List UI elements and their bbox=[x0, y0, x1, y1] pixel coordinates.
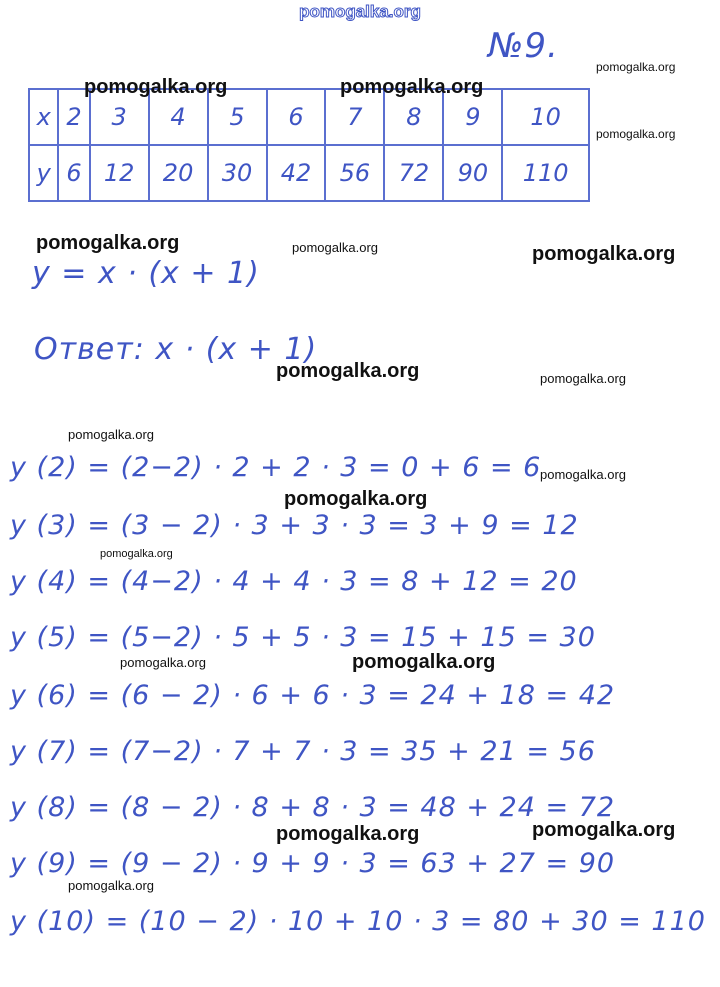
equation-line: y (7) = (7−2) · 7 + 7 · 3 = 35 + 21 = 56 bbox=[10, 736, 596, 767]
table-cell: 42 bbox=[267, 145, 326, 201]
watermark: pomogalka.org bbox=[36, 232, 180, 254]
table-cell: 8 bbox=[384, 89, 443, 145]
formula: y = x · (x + 1) bbox=[32, 256, 260, 291]
equation-line: y (4) = (4−2) · 4 + 4 · 3 = 8 + 12 = 20 bbox=[10, 566, 578, 597]
equation-line: y (3) = (3 − 2) · 3 + 3 · 3 = 3 + 9 = 12 bbox=[10, 510, 579, 541]
y-row bbox=[29, 145, 589, 201]
table-cell: 2 bbox=[58, 89, 89, 145]
table-cell: 12 bbox=[90, 145, 149, 201]
watermark: pomogalka.org bbox=[68, 427, 154, 442]
answer: Ответ: x · (x + 1) bbox=[34, 332, 318, 367]
table-cell: 7 bbox=[325, 89, 384, 145]
watermark: pomogalka.org bbox=[532, 243, 676, 265]
watermark: pomogalka.org bbox=[84, 76, 228, 98]
watermark: pomogalka.org bbox=[540, 371, 626, 386]
watermark: pomogalka.org bbox=[276, 823, 420, 845]
table-header-x: x bbox=[29, 89, 58, 145]
table-cell: 5 bbox=[208, 89, 267, 145]
problem-number: №9. bbox=[488, 26, 559, 66]
table-header-y: y bbox=[29, 145, 58, 201]
watermark: pomogalka.org bbox=[596, 127, 676, 141]
table-cell: 20 bbox=[149, 145, 208, 201]
equation-line: y (2) = (2−2) · 2 + 2 · 3 = 0 + 6 = 6 bbox=[10, 452, 542, 483]
watermark: pomogalka.org bbox=[340, 76, 484, 98]
table-cell: 6 bbox=[58, 145, 89, 201]
watermark: pomogalka.org bbox=[284, 488, 428, 510]
table-cell: 110 bbox=[502, 145, 589, 201]
watermark: pomogalka.org bbox=[68, 878, 154, 893]
watermark: pomogalka.org bbox=[352, 651, 496, 673]
watermark: pomogalka.org bbox=[292, 240, 378, 255]
equation-line: y (10) = (10 − 2) · 10 + 10 · 3 = 80 + 30 = 110 bbox=[10, 906, 706, 937]
table-cell: 4 bbox=[149, 89, 208, 145]
table-cell: 9 bbox=[443, 89, 502, 145]
header-watermark: pomogalka.org bbox=[299, 2, 421, 21]
watermark: pomogalka.org bbox=[276, 360, 420, 382]
table-cell: 10 bbox=[502, 89, 589, 145]
equation-line: y (8) = (8 − 2) · 8 + 8 · 3 = 48 + 24 = 72 bbox=[10, 792, 616, 823]
watermark: pomogalka.org bbox=[120, 655, 206, 670]
equation-line: y (5) = (5−2) · 5 + 5 · 3 = 15 + 15 = 30 bbox=[10, 622, 596, 653]
xy-table bbox=[28, 88, 590, 202]
table-cell: 56 bbox=[325, 145, 384, 201]
equation-line: y (6) = (6 − 2) · 6 + 6 · 3 = 24 + 18 = 42 bbox=[10, 680, 616, 711]
watermark: pomogalka.org bbox=[100, 548, 173, 560]
equation-line: y (9) = (9 − 2) · 9 + 9 · 3 = 63 + 27 = 90 bbox=[10, 848, 616, 879]
table-cell: 90 bbox=[443, 145, 502, 201]
watermark: pomogalka.org bbox=[540, 467, 626, 482]
table-cell: 30 bbox=[208, 145, 267, 201]
table-cell: 3 bbox=[90, 89, 149, 145]
table-cell: 6 bbox=[267, 89, 326, 145]
table-cell: 72 bbox=[384, 145, 443, 201]
watermark: pomogalka.org bbox=[532, 819, 676, 841]
watermark: pomogalka.org bbox=[596, 60, 676, 74]
